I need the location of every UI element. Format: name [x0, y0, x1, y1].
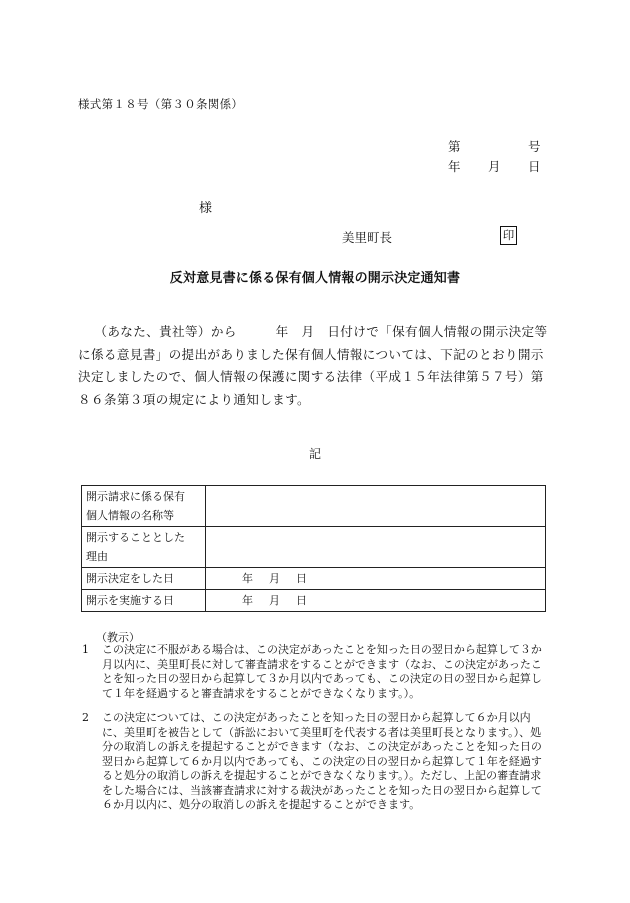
row-date-value [206, 590, 546, 612]
note-text: この決定に不服がある場合は、この決定があったことを知った日の翌日から起算して３か月以内に、美里町長に対して審査請求をすることができます（なお、この決定があったことを知った日の翌日から起算して３か月以内であっても、この決定の日の翌日から起算して１年を経過すると審査請求をすることができなくなります。）。 [102, 643, 542, 700]
note-item [82, 711, 552, 813]
table-row [82, 590, 546, 612]
row-label-line: 開示することとした [86, 531, 185, 544]
notes-heading: （教示） [96, 631, 140, 644]
note-item [82, 643, 552, 701]
doc-number-suffix: 号 [528, 139, 541, 154]
doc-number-prefix: 第 [448, 139, 461, 154]
seal-box: 印 [500, 226, 517, 245]
body-paragraph: （あなた、貴社等）から 年 月 日付けで「保有個人情報の開示決定等に係る意見書」の提出がありました保有個人情報については、下記のとおり開示決定しましたので、個人情報の保護に関する法律（平成１５年法律第５７号）第８６条第３項の規定により通知します。 [78, 324, 548, 407]
table-row [82, 486, 546, 527]
table-row [82, 527, 546, 568]
row-value [206, 486, 546, 527]
date-year: 年 [242, 594, 253, 607]
row-label: 開示決定をした日 [82, 568, 206, 590]
row-label: 開示を実施する日 [82, 590, 206, 612]
row-label-line: 開示請求に係る保有 [86, 490, 185, 503]
date-month: 月 [488, 159, 501, 174]
row-date-value [206, 568, 546, 590]
date-month: 月 [269, 594, 280, 607]
form-number: 様式第１８号（第３０条関係） [78, 97, 244, 111]
note-text: この決定については、この決定があったことを知った日の翌日から起算して６か月以内に、美里町を被告として（訴訟において美里町を代表する者は美里町長となります。）、処分の取消しの訴えを提起することができます（なお、この決定があったことを知った日の翌日から起算して６か月以内であっても、この決定の日の翌日から起算して１年を経過すると処分の取消しの訴えを提起することができなくなります。）。ただし、上記の審査請求をした場合には、当該審査請求に対する裁決があったことを知った日の翌日から起算して６か月以内に、処分の取消しの訴えを提起することができます。 [102, 711, 542, 811]
sender-title: 美里町長 [342, 230, 393, 245]
document-title: 反対意見書に係る保有個人情報の開示決定通知書 [169, 271, 461, 286]
table-row [82, 568, 546, 590]
note-number: 1 [82, 643, 89, 656]
ki-heading: 記 [308, 447, 321, 461]
date-year: 年 [242, 572, 253, 585]
row-label [82, 527, 206, 568]
row-label [82, 486, 206, 527]
date-day: 日 [296, 572, 307, 585]
note-number: 2 [82, 711, 89, 724]
row-value [206, 527, 546, 568]
date-month: 月 [269, 572, 280, 585]
recipient-suffix: 様 [199, 201, 213, 216]
info-table [81, 485, 546, 612]
date-day: 日 [528, 159, 541, 174]
row-label-line: 個人情報の名称等 [86, 509, 174, 522]
row-label-line: 理由 [86, 550, 108, 563]
date-day: 日 [296, 594, 307, 607]
date-year: 年 [448, 159, 461, 174]
